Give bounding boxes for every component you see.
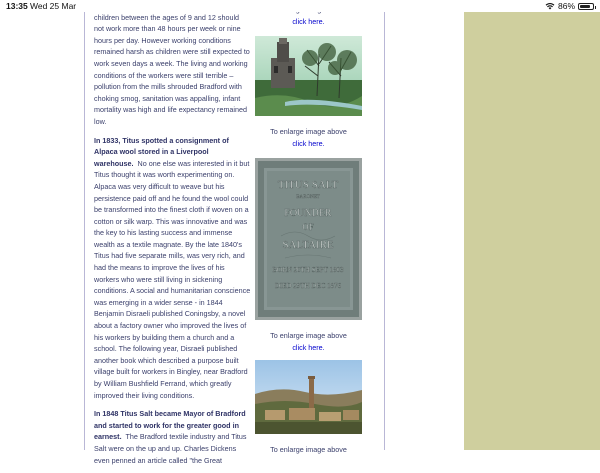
status-date: Wed 25 Mar	[30, 1, 77, 11]
enlarge-link[interactable]: click here.	[292, 138, 325, 148]
paragraph-mayor	[94, 408, 251, 466]
battery-level	[580, 5, 590, 8]
article-text	[94, 4, 251, 473]
battery-icon	[578, 3, 594, 10]
plaque-line-0: TITUS SALT	[277, 179, 339, 191]
plaque-line-5: BORN 20TH SEPT 1803	[272, 266, 344, 274]
paragraph-reform: children between the ages of 9 and 12 should not work more than 48 hours per week or nine hours per day. However working conditions remained harsh as children were still expected to work seven days a week. The living and working conditions of the workers were still terrible – pollution from the mills shrouded Bradford with choking smog, sanitation was appalling, infant mortality was high and life expectancy remained low.	[94, 12, 250, 126]
enlarge-link[interactable]: click here.	[292, 342, 325, 352]
caption-text: To enlarge image above	[270, 127, 347, 136]
caption-text: To enlarge image above	[270, 445, 347, 454]
right-sidebar	[464, 12, 600, 450]
status-right-group	[545, 1, 594, 11]
battery-percent: 86%	[557, 1, 575, 11]
image-caption-1	[255, 126, 362, 149]
plaque-line-4: SALTAIRE	[282, 239, 334, 251]
plaque-line-2: FOUNDER	[284, 208, 332, 219]
plaque-photo[interactable]	[255, 158, 362, 320]
paragraph-alpaca	[94, 135, 251, 402]
saltaire-landscape-photo[interactable]	[255, 360, 362, 434]
plaque-line-1: BARONET	[296, 195, 320, 200]
paragraph-mayor-heading: In 1848 Titus Salt became Mayor of Bradford and started to work for the greater good in earnest.	[94, 409, 246, 442]
paragraph-mayor-body: The Bradford textile industry and Titus Salt were on the up and up. Charles Dickens even penned an article called "the Great	[94, 432, 247, 465]
page-left-margin	[0, 12, 84, 450]
status-time: 13:35	[6, 1, 28, 11]
paragraph-alpaca-body: No one else was interested in it but Titus thought it was worth experimenting on. Alpaca was very difficult to weave but his persistence paid off and he found the wool could be transformed into the finest cloth if woven on a cotton or silk warp. This was innovative and was the key to his lasting success and immense wealth as a textile magnate. By the late 1840's Titus had five separate mills, was very rich, and had the means to improve the lives of his workers who were still living in sickening conditions. A social and humanitarian conscience was emerging in a wider sense - in 1844 Benjamin Disraeli published Coningsby, a novel about a factory owner who improved the lives of his workers by building them a church and a school. The following year, Disraeli published another book which described a purpose built village built for workers in Bingley, near Bradford by William Bushfield Ferrand, which greatly improved their living conditions.	[94, 158, 251, 400]
wifi-icon	[545, 2, 555, 10]
plaque-line-6: DIED 29TH DEC 1876	[274, 282, 342, 290]
church-photo[interactable]	[255, 36, 362, 116]
image-caption-2	[255, 330, 362, 353]
status-bar	[0, 0, 600, 12]
enlarge-link[interactable]: click here.	[292, 16, 325, 26]
caption-text: To enlarge image above	[270, 331, 347, 340]
paragraph-alpaca-heading: In 1833, Titus spotted a consignment of Alpaca wool stored in a Liverpool warehouse.	[94, 135, 229, 168]
plaque-line-3: OF	[302, 222, 314, 232]
